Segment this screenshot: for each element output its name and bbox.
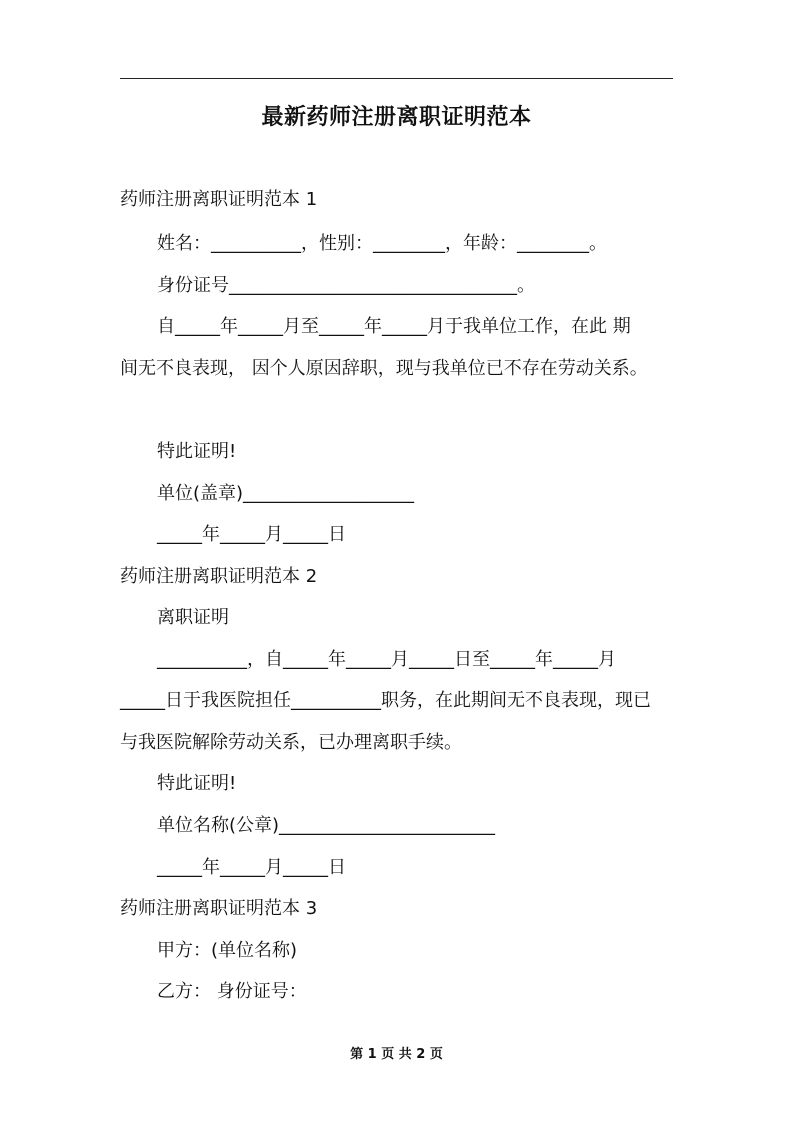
sample-1-date-line: _____年_____月_____日 — [157, 524, 346, 545]
sample-3-party-b: 乙方： 身份证号： — [157, 981, 307, 1002]
page-footer: 第 1 页 共 2 页 — [350, 1047, 443, 1062]
sample-2-seal-line: 单位名称(公章)________________________ — [157, 815, 496, 836]
sample-2-paragraph-line-1: __________，自_____年_____月_____日至_____年_____月 — [157, 649, 616, 670]
sample-1-proof: 特此证明! — [157, 441, 237, 462]
sample-1-name-line: 姓名：__________，性别：________，年龄：________。 — [157, 233, 607, 254]
sample-2-date-line: _____年_____月_____日 — [157, 857, 346, 878]
sample-1-id-line: 身份证号________________________________。 — [157, 275, 535, 296]
sample-2-paragraph-line-2: _____日于我医院担任__________职务，在此期间无不良表现，现已 — [120, 690, 651, 711]
sample-1-paragraph-line-2: 间无不良表现， 因个人原因辞职，现与我单位已不存在劳动关系。 — [120, 358, 648, 379]
sample-1-paragraph-line-1: 自_____年_____月至_____年_____月于我单位工作，在此 期 — [157, 316, 631, 337]
sample-2-heading: 药师注册离职证明范本 2 — [120, 566, 318, 587]
sample-3-party-a: 甲方：(单位名称) — [157, 940, 298, 961]
sample-3-heading: 药师注册离职证明范本 3 — [120, 898, 318, 919]
sample-1-heading: 药师注册离职证明范本 1 — [120, 189, 318, 210]
sample-2-subtitle: 离职证明 — [157, 607, 229, 628]
sample-2-paragraph-line-3: 与我医院解除劳动关系，已办理离职手续。 — [120, 732, 462, 753]
document-title: 最新药师注册离职证明范本 — [261, 105, 532, 130]
sample-2-proof: 特此证明! — [157, 773, 237, 794]
top-rule — [120, 78, 673, 79]
sample-1-seal-line: 单位(盖章)___________________ — [157, 483, 415, 504]
